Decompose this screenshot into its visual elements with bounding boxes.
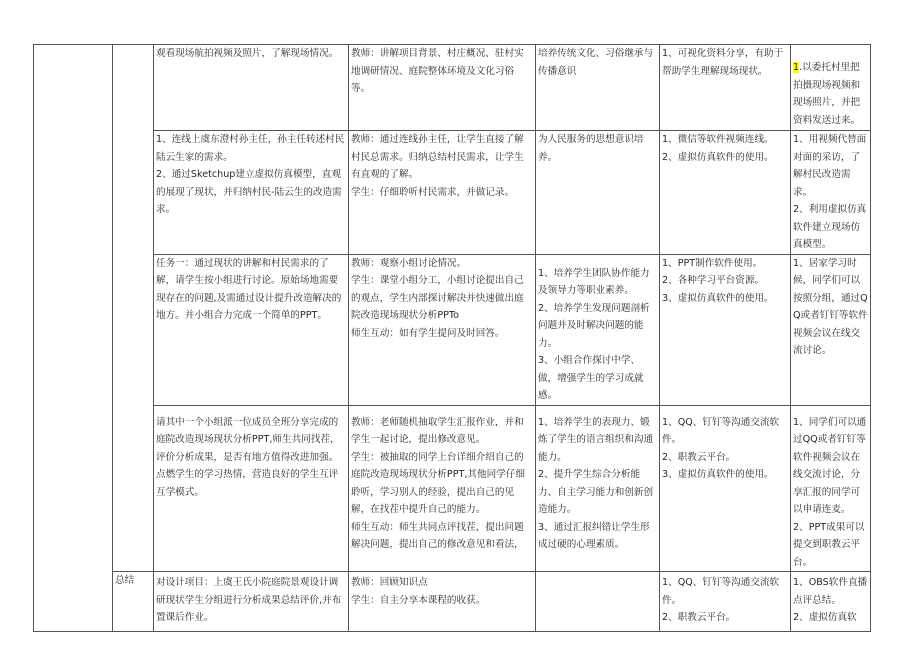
outer-blank-cell xyxy=(34,45,113,632)
cell-text: 2、各种学习平台资源。 xyxy=(662,275,765,286)
cell-text: 3、通过汇报纠错让学生形成过硬的心理素质。 xyxy=(538,521,650,550)
cell-text: 2、提升学生综合分析能力、自主学习能力和创新创造能力。 xyxy=(538,469,654,515)
cell-text: 1、同学们可以通过QQ或者钉钉等软件视频会议在线交流讨论，分享汇报的同学可以申请连麦。 xyxy=(793,416,867,515)
cell-text: 1、QQ、钉钉等沟通交流软件。 xyxy=(662,416,780,445)
activity-cell xyxy=(349,254,536,405)
cell-text: 对设计项目：上虞王氏小院庭院景观设计调研现状学生分组进行分析成果总结评价,并布置课后作业。 xyxy=(156,577,342,623)
cell-text: 1、培养学生的表现力、锻炼了学生的语言组织和沟通能力。 xyxy=(538,416,654,463)
cell-text: 2、职教云平台。 xyxy=(662,612,736,623)
notes-cell xyxy=(791,254,871,405)
cell-text: 1、居家学习时候，同学们可以按照分组，通过QQ或者钉钉等软件视频会议在线交流讨论。 xyxy=(793,257,868,356)
goals-cell xyxy=(536,131,660,255)
cell-text: 3、小组合作探讨中学、做，增强学生的学习成就感。 xyxy=(538,355,644,401)
tools-cell xyxy=(660,254,791,405)
cell-text: 2、PPT成果可以提交到职教云平台。 xyxy=(793,521,865,568)
cell-text: 学生：被抽取的同学上台详细介绍自己的庭院改造现场现状分析PPT,其他同学仔细聆听，学习别人的经验，提出自己的见解，在找茬中提升自己的能力。 xyxy=(351,451,525,515)
notes-cell xyxy=(791,572,871,632)
cell-text: 教师：老师随机抽取学生汇报作业，并和学生一起讨论，提出修改意见。 xyxy=(351,416,524,445)
cell-text: 教师：回顾知识点 xyxy=(351,577,428,588)
tools-cell xyxy=(660,572,791,632)
goals-cell xyxy=(536,405,660,572)
cell-text: 2、职教云平台。 xyxy=(662,451,736,463)
cell-text: 2、利用虚拟仿真软件建立现场仿真模型。 xyxy=(793,204,867,250)
goals-cell xyxy=(536,45,660,131)
cell-text: 1、可视化资料分享，有助于帮助学生理解现场现状。 xyxy=(662,48,784,77)
stage-label: 总结 xyxy=(115,575,135,586)
stage-cell xyxy=(113,572,154,632)
content-cell xyxy=(154,254,349,405)
cell-text: 2、虚拟仿真软 xyxy=(793,612,857,623)
cell-text: 1、PPT制作软件使用。 xyxy=(662,257,763,269)
table-row xyxy=(34,254,871,405)
lesson-plan-table xyxy=(33,44,871,632)
tools-cell xyxy=(660,45,791,131)
content-cell xyxy=(154,131,349,255)
cell-text: 2、培养学生发现问题剖析问题并及时解决问题的能力。 xyxy=(538,302,650,349)
content-cell xyxy=(154,572,349,632)
table-row xyxy=(34,131,871,255)
goals-cell xyxy=(536,254,660,405)
tools-cell xyxy=(660,131,791,255)
cell-text: 教师：讲解项目背景、村庄概况、驻村实地调研情况、庭院整体环境及文化习俗等。 xyxy=(351,48,524,94)
activity-cell xyxy=(349,131,536,255)
cell-text: 3、虚拟仿真软件的使用。 xyxy=(662,469,774,480)
activity-cell xyxy=(349,572,536,632)
activity-cell xyxy=(349,45,536,131)
tools-cell xyxy=(660,405,791,572)
content-cell xyxy=(154,405,349,572)
activity-cell xyxy=(349,405,536,572)
cell-text: 请其中一个小组派一位成员全班分享完成的庭院改造现场现状分析PPT,师生共同找茬，评价分析成果，是否有地方值得改进加强。点燃学生的学习热情，营造良好的学生互评互学模式。 xyxy=(156,416,340,498)
cell-text: 1、培养学生团队协作能力及领导力等职业素养。 xyxy=(538,267,650,296)
cell-text: 1、微信等软件视频连线。 xyxy=(662,134,774,145)
cell-text: 2、虚拟仿真软件的使用。 xyxy=(662,151,774,163)
cell-text: 为人民服务的思想意识培养。 xyxy=(538,134,644,163)
table-row xyxy=(34,572,871,632)
cell-text: 师生互动：师生共同点评找茬，提出问题解决问题，提出自己的修改意见和看法， xyxy=(351,521,524,550)
cell-text: 学生：自主分享本课程的收获。 xyxy=(351,594,486,606)
cell-text: 学生：仔细聆听村民需求，并做记录。 xyxy=(351,186,515,198)
content-cell xyxy=(154,45,349,131)
cell-text: 教师：通过连线孙主任，让学生直接了解村民总需求。归纳总结村民需求，让学生有直观的了解。 xyxy=(351,134,524,180)
cell-text: 1、连线上虞东澄村孙主任，孙主任转述村民陆云生家的需求。 xyxy=(156,134,345,163)
goals-cell xyxy=(536,572,660,632)
cell-text: 1、OBS软件直播点评总结。 xyxy=(793,577,868,606)
cell-text: 任务一：通过现状的讲解和村民需求的了解，请学生按小组进行讨论。原始场地需要现存在的问题,及需通过设计提升改造解决的地方。并小组合力完成一个简单的PPT。 xyxy=(156,257,342,321)
cell-text: 1、QQ、钉钉等沟通交流软件。 xyxy=(662,577,780,606)
table-row xyxy=(34,405,871,572)
cell-text: 1、用视频代替面对面的采访，了解村民改造需求。 xyxy=(793,134,867,198)
stage-cell xyxy=(113,45,154,572)
cell-text: 3、虚拟仿真软件的使用。 xyxy=(662,292,774,304)
cell-text: 学生：课堂小组分工，小组讨论提出自己的观点，学生内部探讨解决并快速做出庭院改造现场现状分析PPTo xyxy=(351,275,524,321)
notes-cell xyxy=(791,405,871,572)
notes-cell xyxy=(791,131,871,255)
highlight-mark: 1 xyxy=(793,62,800,73)
cell-text: 2、通过Sketchup建立虚拟仿真模型，直观的展现了现状，并归纳村民-陆云生的改造需求。 xyxy=(156,169,342,215)
cell-text: 观看现场航拍视频及照片，了解现场情况。 xyxy=(156,48,339,59)
cell-text: 培养传统文化、习俗继承与传播意识 xyxy=(538,48,654,77)
notes-cell: 1.以委托村里把拍摄现场视频和现场照片，并把资料发送过来。 xyxy=(791,45,871,131)
cell-text: 师生互动：如有学生提问及时回答。 xyxy=(351,327,505,339)
cell-text: 教师：观察小组讨论情况。 xyxy=(351,257,467,269)
table-row xyxy=(34,45,871,131)
